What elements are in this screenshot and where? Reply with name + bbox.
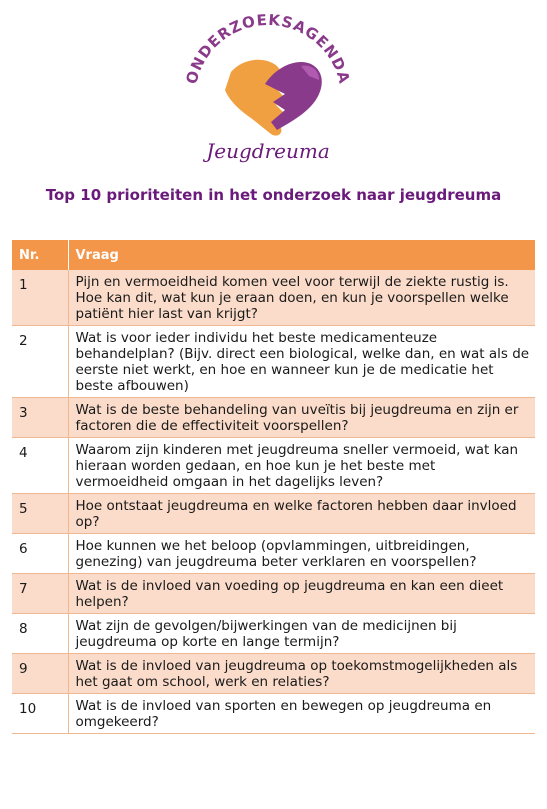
row-number: 1 (12, 270, 68, 326)
table-row (12, 614, 535, 654)
column-header-vraag: Vraag (68, 240, 535, 270)
row-question: Wat is de beste behandeling van uveïtis bij jeugdreuma en zijn er factoren die de effectiviteit voorspellen? (68, 398, 535, 438)
table-row (12, 270, 535, 326)
row-question: Wat is de invloed van sporten en bewegen op jeugdreuma en omgekeerd? (68, 694, 535, 734)
row-question: Pijn en vermoeidheid komen veel voor terwijl de ziekte rustig is. Hoe kan dit, wat kun je eraan doen, en kun je voorspellen welke patiënt hier last van krijgt? (68, 270, 535, 326)
row-number: 3 (12, 398, 68, 438)
row-number: 2 (12, 326, 68, 398)
row-number: 4 (12, 438, 68, 494)
row-number: 7 (12, 574, 68, 614)
priorities-table (12, 240, 535, 734)
row-number: 8 (12, 614, 68, 654)
logo-arc-text: ONDERZOEKSAGENDA (182, 10, 354, 87)
row-question: Wat is voor ieder individu het beste medicamenteuze behandelplan? (Bijv. direct een biological, welke dan, en wat als de eerste niet werkt, en hoe en wanneer kun je de medicatie het beste afbouwen) (68, 326, 535, 398)
table-row (12, 398, 535, 438)
page-title: Top 10 prioriteiten in het onderzoek naar jeugdreuma (45, 186, 502, 204)
row-number: 10 (12, 694, 68, 734)
row-question: Waarom zijn kinderen met jeugdreuma sneller vermoeid, wat kan hieraan worden gedaan, en hoe kun je het beste met vermoeidheid omgaan in het dagelijks leven? (68, 438, 535, 494)
row-question: Wat is de invloed van jeugdreuma op toekomstmogelijkheden als het gaat om school, werk en relaties? (68, 654, 535, 694)
row-number: 6 (12, 534, 68, 574)
row-number: 5 (12, 494, 68, 534)
table-header-row (12, 240, 535, 270)
table-row (12, 534, 535, 574)
row-question: Hoe kunnen we het beloop (opvlammingen, uitbreidingen, genezing) van jeugdreuma beter verklaren en voorspellen? (68, 534, 535, 574)
table-row (12, 438, 535, 494)
logo (173, 10, 363, 170)
table-row (12, 326, 535, 398)
row-question: Wat zijn de gevolgen/bijwerkingen van de medicijnen bij jeugdreuma op korte en lange termijn? (68, 614, 535, 654)
table-row (12, 654, 535, 694)
row-question: Hoe ontstaat jeugdreuma en welke factoren hebben daar invloed op? (68, 494, 535, 534)
table-row (12, 694, 535, 734)
table-row (12, 494, 535, 534)
column-header-nr: Nr. (12, 240, 68, 270)
row-question: Wat is de invloed van voeding op jeugdreuma en kan een dieet helpen? (68, 574, 535, 614)
row-number: 9 (12, 654, 68, 694)
table-row (12, 574, 535, 614)
hands-heart-icon (173, 10, 363, 170)
logo-subtitle: Jeugdreuma (206, 139, 330, 163)
